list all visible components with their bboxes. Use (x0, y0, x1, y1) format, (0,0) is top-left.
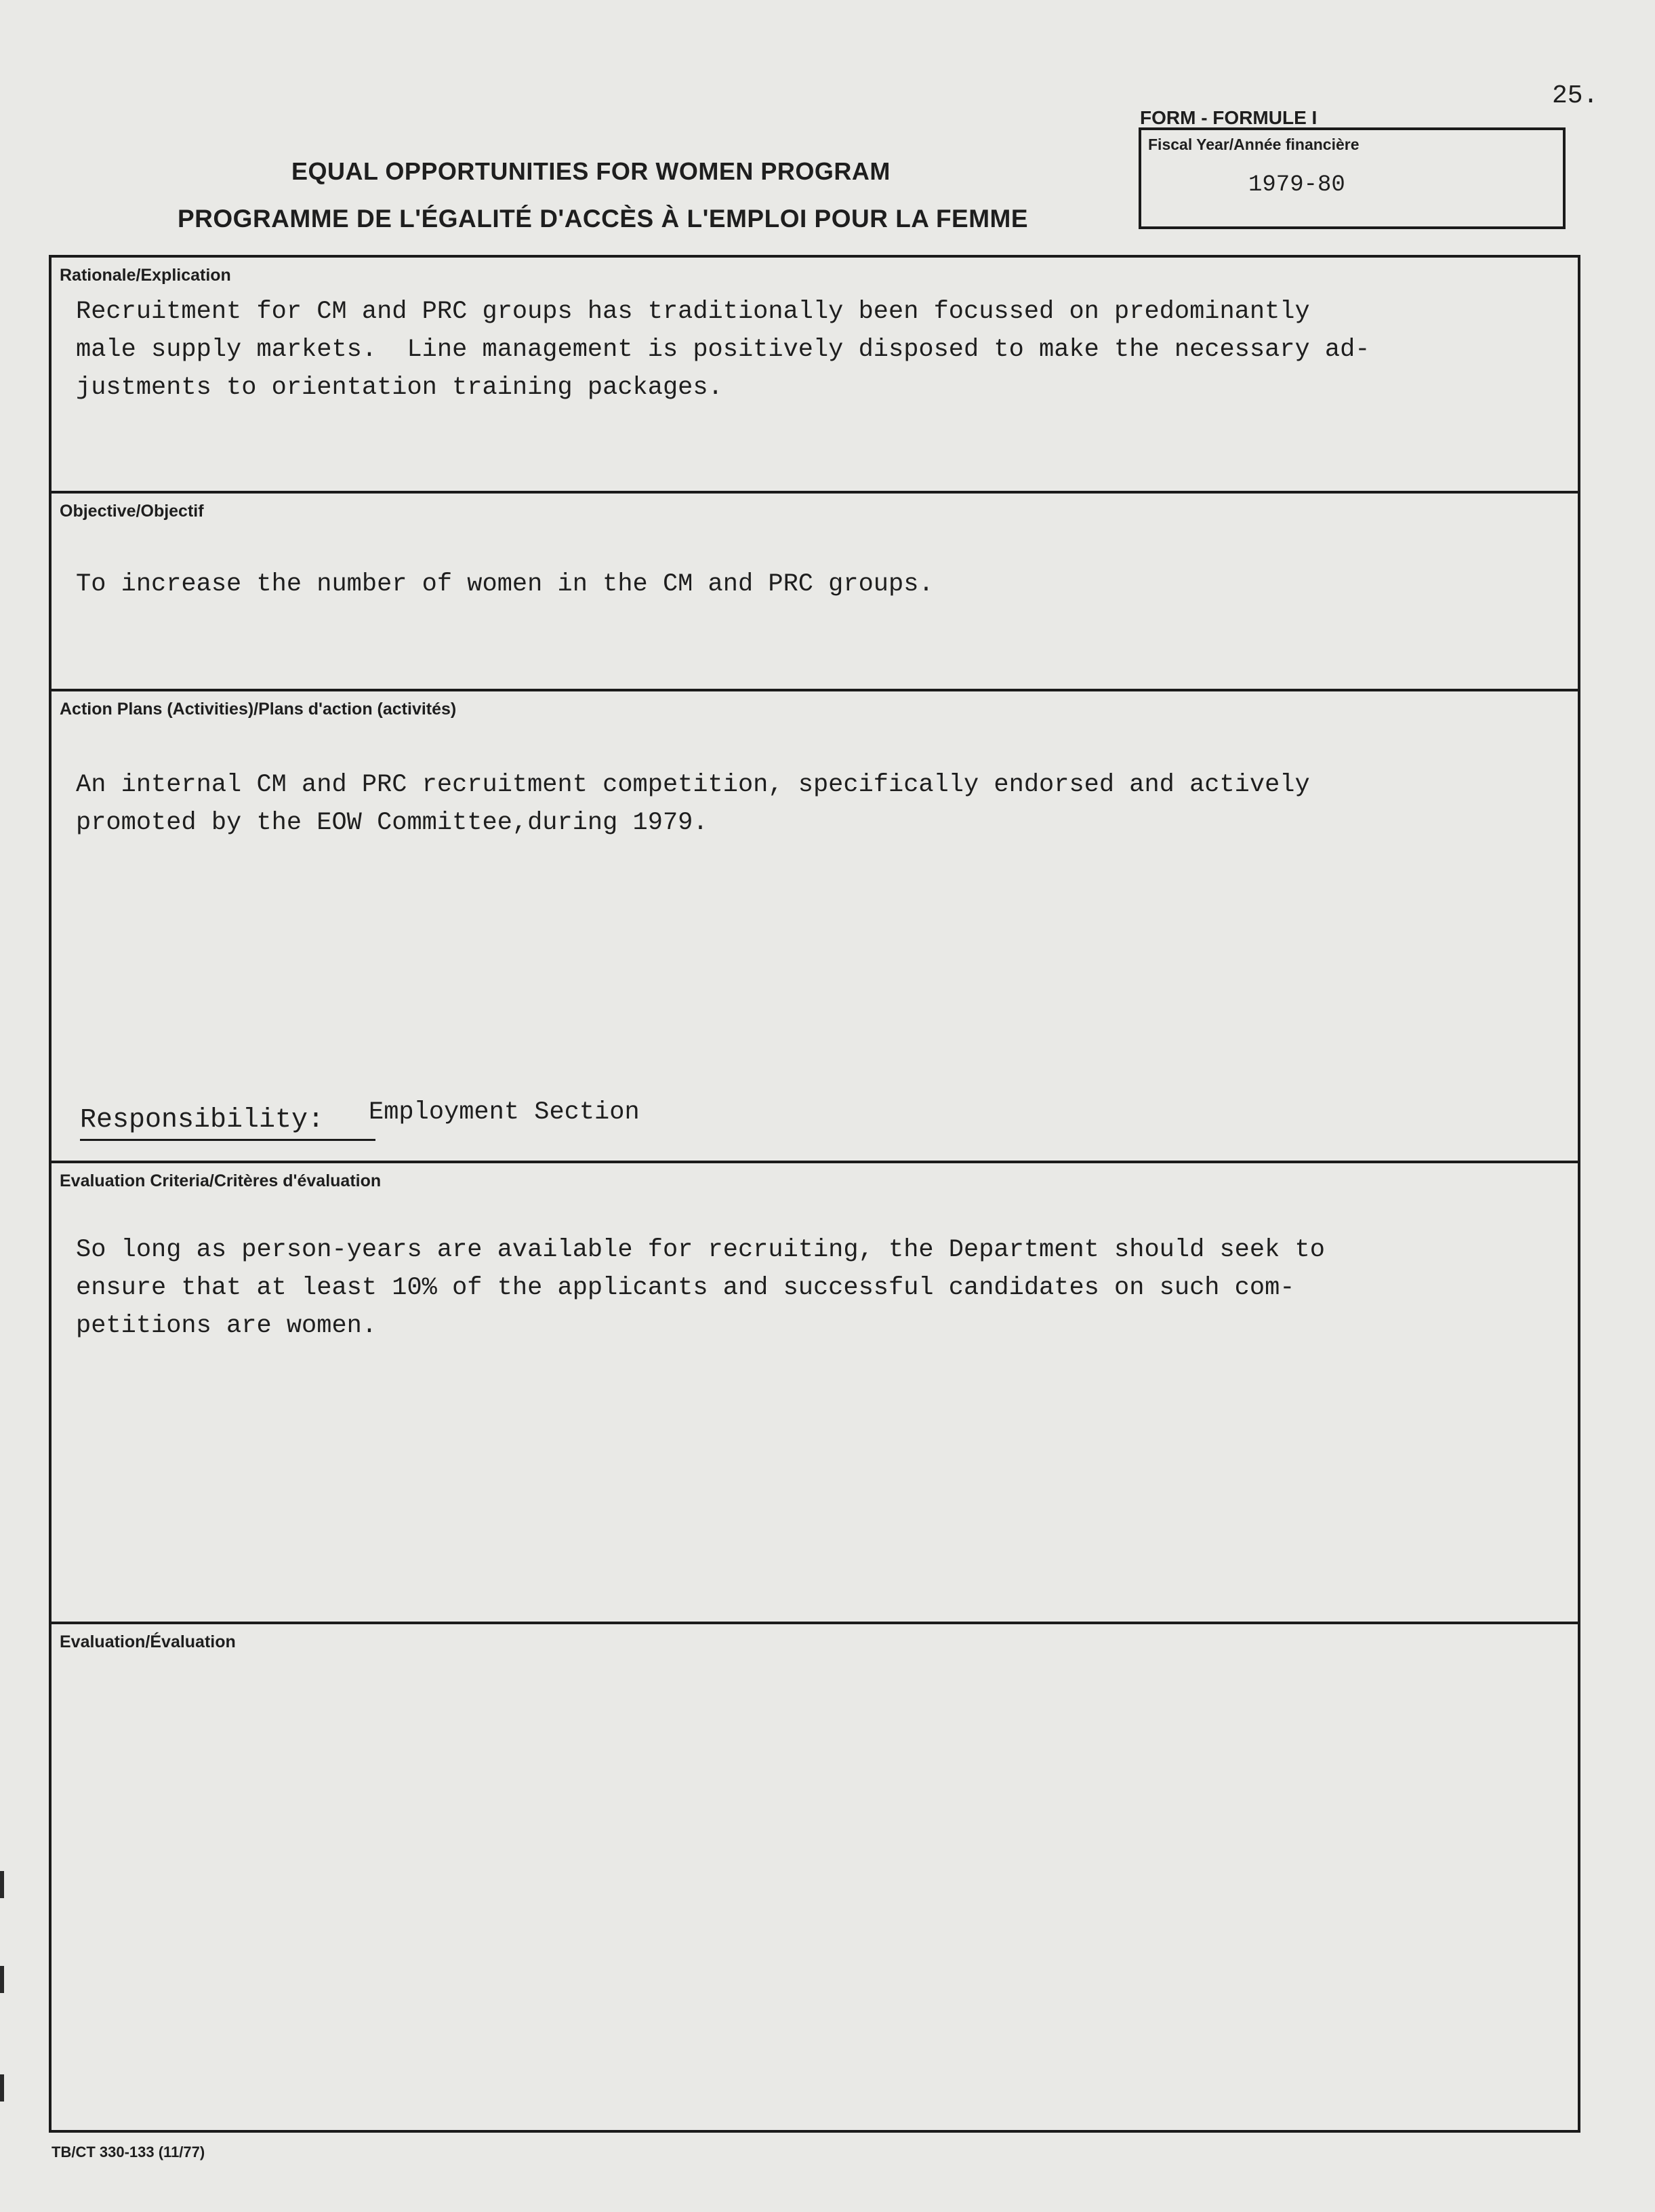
objective-section (52, 494, 1578, 691)
form-code: TB/CT 330-133 (11/77) (52, 2144, 205, 2160)
form-frame (49, 255, 1580, 2133)
page-number: 25. (1552, 81, 1599, 110)
evaluation-section (52, 1624, 1578, 2133)
evaluation-criteria-section (52, 1163, 1578, 1624)
objective-text: To increase the number of women in the CM and PRC groups. (76, 570, 934, 599)
program-title-french: PROGRAMME DE L'ÉGALITÉ D'ACCÈS À L'EMPLOI POUR LA FEMME (178, 205, 1029, 233)
evaluation-criteria-label: Evaluation Criteria/Critères d'évaluation (60, 1171, 382, 1190)
evaluation-label: Evaluation/Évaluation (60, 1632, 236, 1651)
fiscal-year-value: 1979-80 (1248, 172, 1345, 198)
program-title-english: EQUAL OPPORTUNITIES FOR WOMEN PROGRAM (291, 157, 891, 185)
form-label: FORM - FORMULE I (1140, 107, 1317, 128)
rationale-label: Rationale/Explication (60, 266, 231, 285)
binding-hole-mark (0, 1966, 4, 1993)
fiscal-year-box (1139, 127, 1566, 229)
objective-label: Objective/Objectif (60, 502, 204, 521)
binding-hole-mark (0, 2074, 4, 2102)
action-plans-section (52, 691, 1578, 1163)
responsibility-label: Responsibility: (80, 1105, 325, 1135)
rationale-section (52, 258, 1578, 494)
action-plans-label: Action Plans (Activities)/Plans d'action (activités) (60, 700, 457, 719)
responsibility-underline (80, 1139, 375, 1141)
rationale-text: Recruitment for CM and PRC groups has traditionally been focussed on predominantly male supply markets. Line management is positively disposed to make the necessary ad- justments to orientation training packages. (76, 298, 1370, 402)
responsibility-value: Employment Section (369, 1098, 640, 1127)
action-plans-text: An internal CM and PRC recruitment competition, specifically endorsed and actively promoted by the EOW Committee,during 1979. (76, 771, 1310, 837)
binding-hole-mark (0, 1871, 4, 1898)
fiscal-year-label: Fiscal Year/Année financière (1148, 136, 1360, 153)
binding-holes (0, 1830, 7, 2169)
evaluation-criteria-text: So long as person-years are available for recruiting, the Department should seek to ensure that at least 10% of the applicants and successful candidates on such com- petitions are women. (76, 1236, 1325, 1340)
